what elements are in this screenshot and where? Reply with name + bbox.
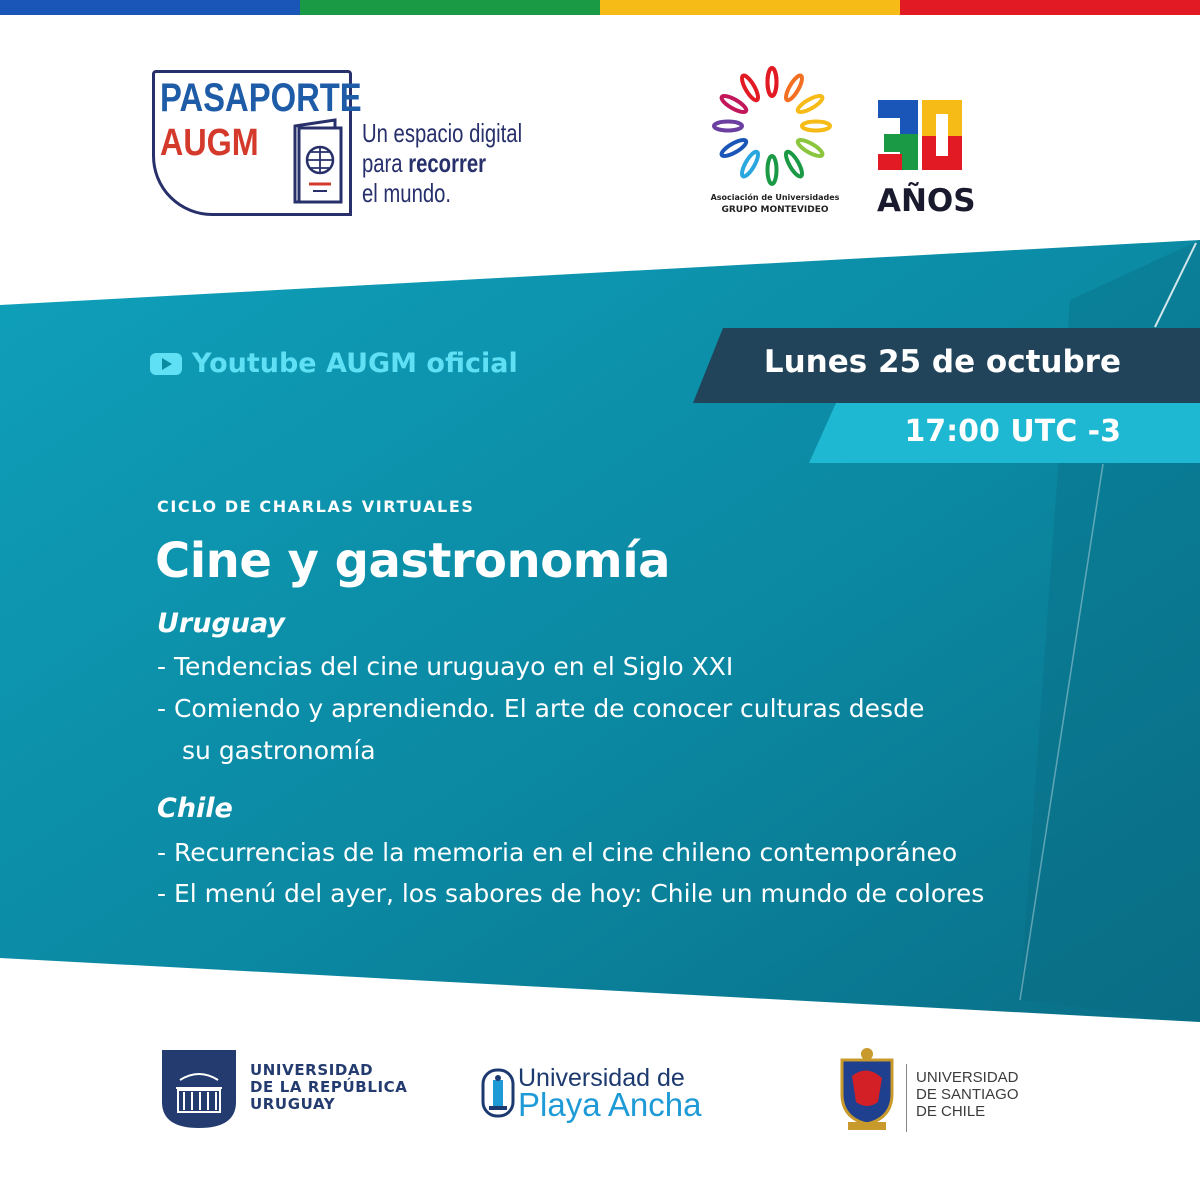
talk-item: - El menú del ayer, los sabores de hoy: Chile un mundo de colores [157, 879, 985, 908]
event-date: Lunes 25 de octubre [763, 344, 1121, 380]
talk-item: - Recurrencias de la memoria en el cine chileno contemporáneo [157, 838, 958, 867]
udelar-name [250, 1062, 407, 1113]
series-label: CICLO DE CHARLAS VIRTUALES [157, 497, 475, 516]
upla-logo [481, 1064, 515, 1118]
tagline-line2-pre: para [362, 148, 409, 178]
30-anos-logo [876, 98, 966, 172]
section-country: Uruguay [157, 608, 285, 639]
augm-sun-logo [712, 66, 832, 186]
udelar-logo [162, 1050, 236, 1128]
pasaporte-tagline [362, 118, 522, 208]
usach-crest-logo [834, 1046, 900, 1132]
pasaporte-augm-logo [152, 70, 523, 220]
udelar-line3: URUGUAY [250, 1095, 336, 1113]
usach-divider [906, 1064, 907, 1132]
youtube-channel[interactable] [150, 348, 518, 379]
upla-name-line2: Playa Ancha [518, 1086, 702, 1123]
augm-name-line1: Asociación de Universidades [710, 193, 840, 202]
usach-name [916, 1069, 1019, 1120]
youtube-channel-label: Youtube AUGM oficial [192, 348, 518, 379]
event-title: Cine y gastronomía [155, 533, 671, 589]
udelar-line2: DE LA REPÚBLICA [250, 1078, 408, 1096]
tagline-line3: el mundo. [362, 178, 452, 208]
usach-line3: DE CHILE [916, 1103, 986, 1120]
tagline-line1: Un espacio digital [362, 118, 523, 148]
pasaporte-subtitle: AUGM [160, 122, 259, 164]
talk-item-continued: su gastronomía [182, 736, 376, 765]
section-country: Chile [157, 793, 233, 824]
youtube-icon [150, 353, 182, 375]
pasaporte-title: PASAPORTE [160, 76, 362, 120]
talk-item: - Comiendo y aprendiendo. El arte de conocer culturas desde [157, 694, 925, 723]
usach-line1: UNIVERSIDAD [916, 1069, 1019, 1086]
udelar-line1: UNIVERSIDAD [250, 1061, 374, 1079]
upla-name-line1: Universidad de [518, 1064, 685, 1092]
anniversary-label: AÑOS [877, 183, 976, 219]
tagline-line2-bold: recorrer [408, 148, 487, 178]
augm-name-line2: GRUPO MONTEVIDEO [721, 205, 829, 215]
talk-item: - Tendencias del cine uruguayo en el Siglo XXI [157, 652, 734, 681]
usach-line2: DE SANTIAGO [916, 1086, 1019, 1103]
tagline-line2 [362, 148, 522, 178]
event-time: 17:00 UTC -3 [904, 414, 1121, 449]
passport-icon [285, 118, 353, 208]
